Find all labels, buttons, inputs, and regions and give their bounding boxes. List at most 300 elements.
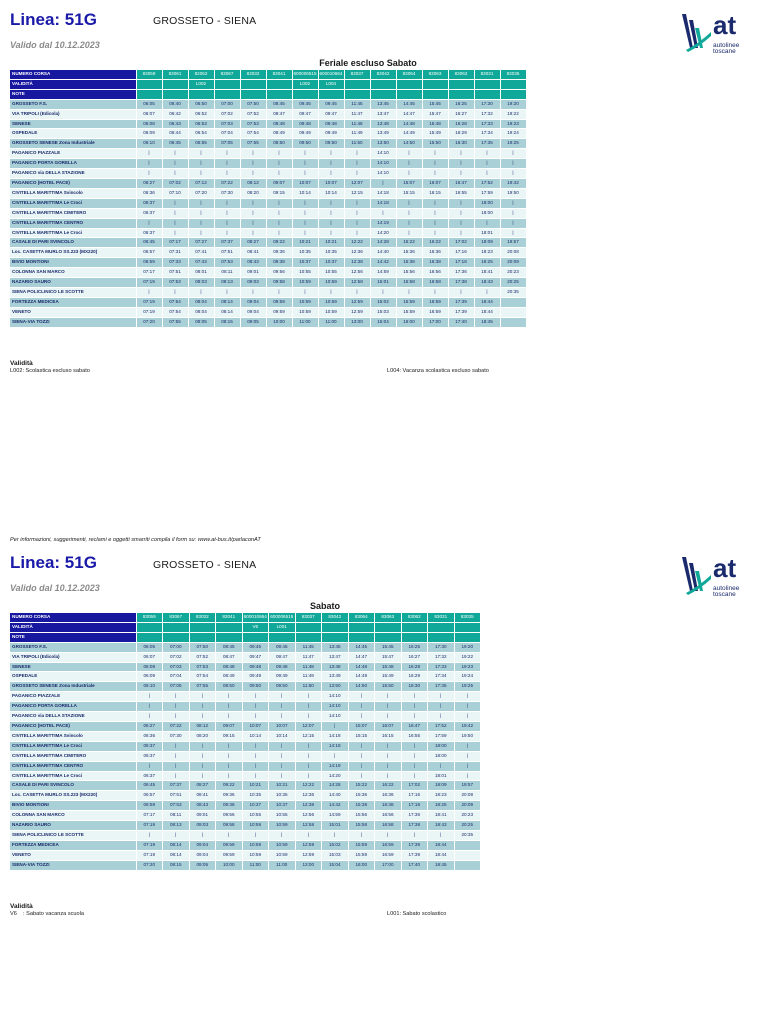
time-cell: 07:27 <box>188 238 214 248</box>
table-row <box>10 109 526 119</box>
time-cell: 17:35 <box>428 682 455 692</box>
time-cell: | <box>242 761 269 771</box>
time-cell: 15:45 <box>422 99 448 109</box>
time-cell: 19:42 <box>454 721 481 731</box>
time-cell: 16:29 <box>401 672 428 682</box>
time-cell: 10:59 <box>318 278 344 288</box>
time-cell: | <box>292 159 318 169</box>
time-cell: | <box>266 149 292 159</box>
time-cell: | <box>396 208 422 218</box>
table-row <box>10 198 526 208</box>
header-cell <box>189 622 216 632</box>
time-cell: 08:03 <box>188 278 214 288</box>
time-cell: 06:43 <box>162 119 188 129</box>
valid-from: Valido dal 10.12.2023 <box>10 583 100 593</box>
time-cell: 09:59 <box>266 307 292 317</box>
header-cell: V6 <box>242 622 269 632</box>
table-row <box>10 702 481 712</box>
time-cell: 08:04 <box>188 307 214 317</box>
time-cell: 08:11 <box>214 268 240 278</box>
time-cell: 06:37 <box>136 741 163 751</box>
time-cell: 16:28 <box>448 119 474 129</box>
time-cell: 16:47 <box>448 178 474 188</box>
time-cell: 11:48 <box>344 119 370 129</box>
at-logo <box>680 10 750 58</box>
stop-name: GROSSETO F.S. <box>10 99 136 109</box>
table-title: Sabato <box>309 601 340 611</box>
time-cell: 12:22 <box>344 238 370 248</box>
time-cell: 19:22 <box>500 109 526 119</box>
time-cell: | <box>292 228 318 238</box>
time-cell: 17:32 <box>474 109 500 119</box>
time-cell: | <box>396 159 422 169</box>
time-cell: | <box>428 692 455 702</box>
time-cell: 17:32 <box>428 652 455 662</box>
time-cell: | <box>375 712 402 722</box>
table-row <box>10 652 481 662</box>
time-cell: | <box>500 159 526 169</box>
time-cell: 18:23 <box>474 248 500 258</box>
time-cell: 07:53 <box>189 662 216 672</box>
time-cell: 09:50 <box>269 682 296 692</box>
time-cell: 12:07 <box>295 721 322 731</box>
header-cell: 83032 <box>189 613 216 622</box>
time-cell: | <box>428 712 455 722</box>
time-cell: 10:59 <box>292 307 318 317</box>
time-cell: 07:41 <box>188 248 214 258</box>
time-cell: | <box>214 159 240 169</box>
header-cell: 83042 <box>370 70 396 79</box>
time-cell: 07:53 <box>162 278 188 288</box>
table-row <box>10 169 526 179</box>
table-row <box>10 761 481 771</box>
time-cell: 14:42 <box>322 801 349 811</box>
time-cell: | <box>348 761 375 771</box>
time-cell: 10:07 <box>242 721 269 731</box>
time-cell: 07:50 <box>189 642 216 652</box>
time-cell: 17:38 <box>401 821 428 831</box>
header-cell: 83064 <box>348 613 375 622</box>
time-cell: 14:10 <box>322 692 349 702</box>
time-cell: | <box>163 830 190 840</box>
table-row <box>10 149 526 159</box>
time-cell: 13:47 <box>322 652 349 662</box>
time-cell: | <box>240 218 266 228</box>
time-cell: | <box>375 830 402 840</box>
time-cell: 16:59 <box>375 850 402 860</box>
time-cell: 15:45 <box>375 642 402 652</box>
time-cell: | <box>163 771 190 781</box>
stop-name: FORTEZZA MEDICEA <box>10 297 136 307</box>
time-cell: 15:07 <box>348 721 375 731</box>
header-label: NUMERO CORSA <box>10 70 136 79</box>
time-cell: | <box>422 169 448 179</box>
time-cell: 07:19 <box>136 297 162 307</box>
time-cell: | <box>344 159 370 169</box>
time-cell: | <box>348 830 375 840</box>
table-row <box>10 682 481 692</box>
time-cell: 14:40 <box>370 248 396 258</box>
time-cell: | <box>240 287 266 297</box>
time-cell: 06:36 <box>136 731 163 741</box>
time-cell: 06:05 <box>136 99 162 109</box>
time-cell: 13:45 <box>322 642 349 652</box>
time-cell: 09:04 <box>189 840 216 850</box>
table-row <box>10 821 481 831</box>
legend-item: V6 : Sabato vacanza scuola <box>10 911 85 917</box>
header-cell <box>295 632 322 642</box>
at-logo-mark-icon <box>680 553 712 597</box>
time-cell: | <box>295 692 322 702</box>
time-cell: | <box>428 761 455 771</box>
time-cell: 10:35 <box>269 791 296 801</box>
time-cell: | <box>214 287 240 297</box>
header-cell <box>401 622 428 632</box>
time-cell: 13:50 <box>322 682 349 692</box>
time-cell: 12:36 <box>344 248 370 258</box>
time-cell: 10:55 <box>318 268 344 278</box>
table-title: Feriale escluso Sabato <box>319 58 417 68</box>
time-cell: | <box>370 208 396 218</box>
time-cell <box>454 850 481 860</box>
time-cell: 11:00 <box>242 860 269 870</box>
time-cell: 10:37 <box>318 258 344 268</box>
time-cell: 10:59 <box>318 297 344 307</box>
time-cell: 19:23 <box>500 119 526 129</box>
time-cell: 13:00 <box>344 317 370 327</box>
time-cell: | <box>375 761 402 771</box>
time-cell: 08:43 <box>189 801 216 811</box>
time-cell: | <box>216 741 243 751</box>
time-cell: 09:07 <box>266 178 292 188</box>
time-cell: 06:36 <box>136 188 162 198</box>
time-cell: | <box>163 761 190 771</box>
time-cell: | <box>136 159 162 169</box>
time-cell: 11:00 <box>292 317 318 327</box>
time-cell: | <box>269 830 296 840</box>
time-cell: 19:23 <box>454 662 481 672</box>
time-cell: 20:23 <box>500 268 526 278</box>
time-cell: 09:04 <box>189 850 216 860</box>
time-cell: 13:48 <box>322 662 349 672</box>
header-cell <box>401 632 428 642</box>
header-cell: 83061 <box>162 70 188 79</box>
time-cell: 16:59 <box>422 307 448 317</box>
time-cell: 13:45 <box>370 99 396 109</box>
time-cell: | <box>422 198 448 208</box>
time-cell: 06:52 <box>188 109 214 119</box>
stop-name: CIVITELLA MARITTIMA CENTRO <box>10 761 136 771</box>
time-cell: 20:09 <box>500 258 526 268</box>
header-row <box>10 622 481 632</box>
time-cell: 06:37 <box>136 751 163 761</box>
time-cell: | <box>396 287 422 297</box>
time-cell: 08:12 <box>189 721 216 731</box>
time-cell: 10:59 <box>242 840 269 850</box>
time-cell: 06:08 <box>136 119 162 129</box>
time-cell: 18:09 <box>428 781 455 791</box>
time-cell: 07:05 <box>163 682 190 692</box>
time-cell: 06:05 <box>136 642 163 652</box>
time-cell: 07:54 <box>240 129 266 139</box>
time-cell <box>500 317 526 327</box>
time-cell: | <box>216 761 243 771</box>
time-cell: | <box>318 198 344 208</box>
time-cell: 15:47 <box>422 109 448 119</box>
header-cell <box>322 622 349 632</box>
header-cell <box>214 79 240 89</box>
table-row <box>10 307 526 317</box>
time-cell: | <box>162 169 188 179</box>
table-row <box>10 278 526 288</box>
time-cell: 06:10 <box>136 682 163 692</box>
time-cell: 10:35 <box>318 248 344 258</box>
time-cell: 16:22 <box>422 238 448 248</box>
time-cell: 10:21 <box>269 781 296 791</box>
time-cell: 11:49 <box>295 672 322 682</box>
time-cell: | <box>375 692 402 702</box>
time-cell: 07:43 <box>188 258 214 268</box>
time-cell: 06:37 <box>136 771 163 781</box>
time-cell: 09:01 <box>189 811 216 821</box>
logo-line2: toscane <box>713 48 736 55</box>
time-cell <box>500 307 526 317</box>
header-cell <box>370 79 396 89</box>
time-cell: 17:52 <box>428 721 455 731</box>
time-cell: | <box>188 287 214 297</box>
time-cell: 09:36 <box>266 248 292 258</box>
time-cell: | <box>295 830 322 840</box>
time-cell: 07:50 <box>240 99 266 109</box>
time-cell: 18:00 <box>428 741 455 751</box>
table-row <box>10 811 481 821</box>
time-cell: 06:44 <box>162 129 188 139</box>
time-cell: 15:02 <box>370 297 396 307</box>
stop-name: CASALE DI PARI SVINCOLO <box>10 781 136 791</box>
time-cell: 16:25 <box>401 642 428 652</box>
time-cell: | <box>162 228 188 238</box>
time-cell: | <box>322 751 349 761</box>
time-cell: 08:48 <box>216 662 243 672</box>
time-cell: | <box>216 702 243 712</box>
time-cell: 08:27 <box>240 238 266 248</box>
time-cell: 07:03 <box>163 662 190 672</box>
time-cell: 08:13 <box>163 821 190 831</box>
time-cell: 14:19 <box>322 761 349 771</box>
time-cell: 09:49 <box>269 672 296 682</box>
time-cell: 07:55 <box>240 139 266 149</box>
time-cell: | <box>295 712 322 722</box>
time-cell: 16:00 <box>396 317 422 327</box>
header-row <box>10 70 526 79</box>
table-row <box>10 721 481 731</box>
time-cell: 07:19 <box>136 850 163 860</box>
table-row <box>10 228 526 238</box>
time-cell: | <box>162 198 188 208</box>
time-cell: | <box>163 751 190 761</box>
time-cell: 08:50 <box>266 139 292 149</box>
line-title: Linea: 51G <box>10 553 97 572</box>
time-cell: 09:50 <box>318 139 344 149</box>
table-row <box>10 139 526 149</box>
table-row <box>10 781 481 791</box>
time-cell <box>454 860 481 870</box>
time-cell: 07:31 <box>162 248 188 258</box>
header-cell <box>370 89 396 99</box>
stop-name: CIVITELLA MARITTIMA CIMITERO <box>10 208 136 218</box>
time-cell: 08:15 <box>163 860 190 870</box>
time-cell: 17:18 <box>448 258 474 268</box>
stop-name: PAGANICO via DELLA STAZIONE <box>10 169 136 179</box>
header-label: NUMERO CORSA <box>10 613 136 622</box>
stop-name: CIVITELLA MARITTIMA Le Croci <box>10 741 136 751</box>
time-cell: 19:24 <box>500 129 526 139</box>
header-cell: 83042 <box>322 613 349 622</box>
time-cell: 16:38 <box>422 258 448 268</box>
time-cell: 14:18 <box>322 741 349 751</box>
table-row <box>10 830 481 840</box>
time-cell: 18:25 <box>474 258 500 268</box>
header-cell <box>322 632 349 642</box>
time-cell: 17:39 <box>448 307 474 317</box>
time-cell: 10:37 <box>242 801 269 811</box>
table-row <box>10 268 526 278</box>
time-cell: 07:55 <box>189 682 216 692</box>
time-cell: 14:48 <box>348 662 375 672</box>
stop-name: FORTEZZA MEDICEA <box>10 840 136 850</box>
time-cell: 06:07 <box>136 652 163 662</box>
time-cell: 09:49 <box>292 129 318 139</box>
time-cell: 08:45 <box>216 642 243 652</box>
route-name: GROSSETO - SIENA <box>153 559 257 571</box>
time-cell: 07:52 <box>189 652 216 662</box>
time-cell: 09:45 <box>318 99 344 109</box>
header-cell: 83063 <box>422 70 448 79</box>
time-cell: | <box>348 771 375 781</box>
stop-name: CIVITELLA MARITTIMA CIMITERO <box>10 751 136 761</box>
time-cell: 16:25 <box>448 99 474 109</box>
time-cell: 12:36 <box>295 791 322 801</box>
time-cell: 09:45 <box>269 642 296 652</box>
time-cell: 16:56 <box>375 811 402 821</box>
time-cell: 18:00 <box>474 198 500 208</box>
time-cell: 15:36 <box>396 248 422 258</box>
time-cell: | <box>401 761 428 771</box>
time-cell: 13:49 <box>370 129 396 139</box>
time-cell: 14:10 <box>322 702 349 712</box>
stop-name: PAGANICO (HOTEL PACE) <box>10 721 136 731</box>
time-cell: 08:45 <box>266 99 292 109</box>
time-cell: 06:59 <box>136 801 163 811</box>
time-cell: 07:19 <box>136 840 163 850</box>
time-cell: | <box>401 830 428 840</box>
time-cell: | <box>188 198 214 208</box>
table-row <box>10 672 481 682</box>
logo-brand: at <box>713 10 737 40</box>
time-cell: 06:53 <box>188 119 214 129</box>
time-cell: 10:59 <box>242 850 269 860</box>
time-cell: | <box>448 287 474 297</box>
time-cell: 10:55 <box>292 268 318 278</box>
time-cell: 15:01 <box>322 821 349 831</box>
stop-name: CIVITELLA MARITTIMA CENTRO <box>10 218 136 228</box>
time-cell: 20:08 <box>454 791 481 801</box>
time-cell: 18:23 <box>428 791 455 801</box>
time-cell: 14:10 <box>370 159 396 169</box>
time-cell: 11:49 <box>344 129 370 139</box>
time-cell: | <box>454 761 481 771</box>
time-cell: 06:09 <box>136 672 163 682</box>
time-cell: | <box>214 149 240 159</box>
time-cell: 07:12 <box>188 178 214 188</box>
header-cell <box>136 632 163 642</box>
header-cell: 600006515 <box>292 70 318 79</box>
time-cell: 13:49 <box>322 672 349 682</box>
header-cell <box>344 79 370 89</box>
time-cell: 15:03 <box>370 307 396 317</box>
table-row <box>10 692 481 702</box>
time-cell: 09:58 <box>216 821 243 831</box>
time-cell: | <box>242 692 269 702</box>
time-cell: | <box>448 149 474 159</box>
time-cell: | <box>240 198 266 208</box>
header-cell: 83067 <box>163 613 190 622</box>
time-cell: 12:22 <box>295 781 322 791</box>
time-cell: 16:59 <box>422 297 448 307</box>
time-cell: 07:20 <box>136 860 163 870</box>
time-cell: 09:58 <box>266 278 292 288</box>
time-cell: | <box>242 830 269 840</box>
time-cell: 08:50 <box>216 682 243 692</box>
time-cell: | <box>292 198 318 208</box>
header-cell <box>189 632 216 642</box>
time-cell: | <box>448 159 474 169</box>
time-cell: 09:05 <box>189 860 216 870</box>
table-row <box>10 741 481 751</box>
time-cell: | <box>269 741 296 751</box>
time-cell: 16:36 <box>375 791 402 801</box>
time-cell: 06:45 <box>162 139 188 149</box>
time-cell: 08:05 <box>188 317 214 327</box>
time-cell: | <box>189 741 216 751</box>
time-cell: 08:41 <box>240 248 266 258</box>
time-cell: 07:22 <box>163 721 190 731</box>
time-cell: 07:02 <box>214 109 240 119</box>
time-cell: 14:45 <box>348 642 375 652</box>
stop-name: PAGANICO PIAZZALE <box>10 149 136 159</box>
time-cell: 08:15 <box>214 317 240 327</box>
table-row <box>10 188 526 198</box>
time-cell: | <box>318 287 344 297</box>
time-cell: | <box>214 169 240 179</box>
time-cell: 17:00 <box>422 317 448 327</box>
time-cell: | <box>216 771 243 781</box>
time-cell: | <box>240 169 266 179</box>
time-cell: | <box>344 218 370 228</box>
time-cell: 10:07 <box>269 721 296 731</box>
time-cell: 08:47 <box>266 109 292 119</box>
time-cell: 08:13 <box>214 278 240 288</box>
time-cell: 19:24 <box>454 672 481 682</box>
time-cell: 06:37 <box>136 228 162 238</box>
time-cell: | <box>295 761 322 771</box>
stop-name: CASALE DI PARI SVINCOLO <box>10 238 136 248</box>
stop-name: OSPEDALE <box>10 672 136 682</box>
header-cell: 82052 <box>188 70 214 79</box>
time-cell: 18:01 <box>428 771 455 781</box>
time-cell: | <box>422 149 448 159</box>
time-cell: 16:47 <box>401 721 428 731</box>
